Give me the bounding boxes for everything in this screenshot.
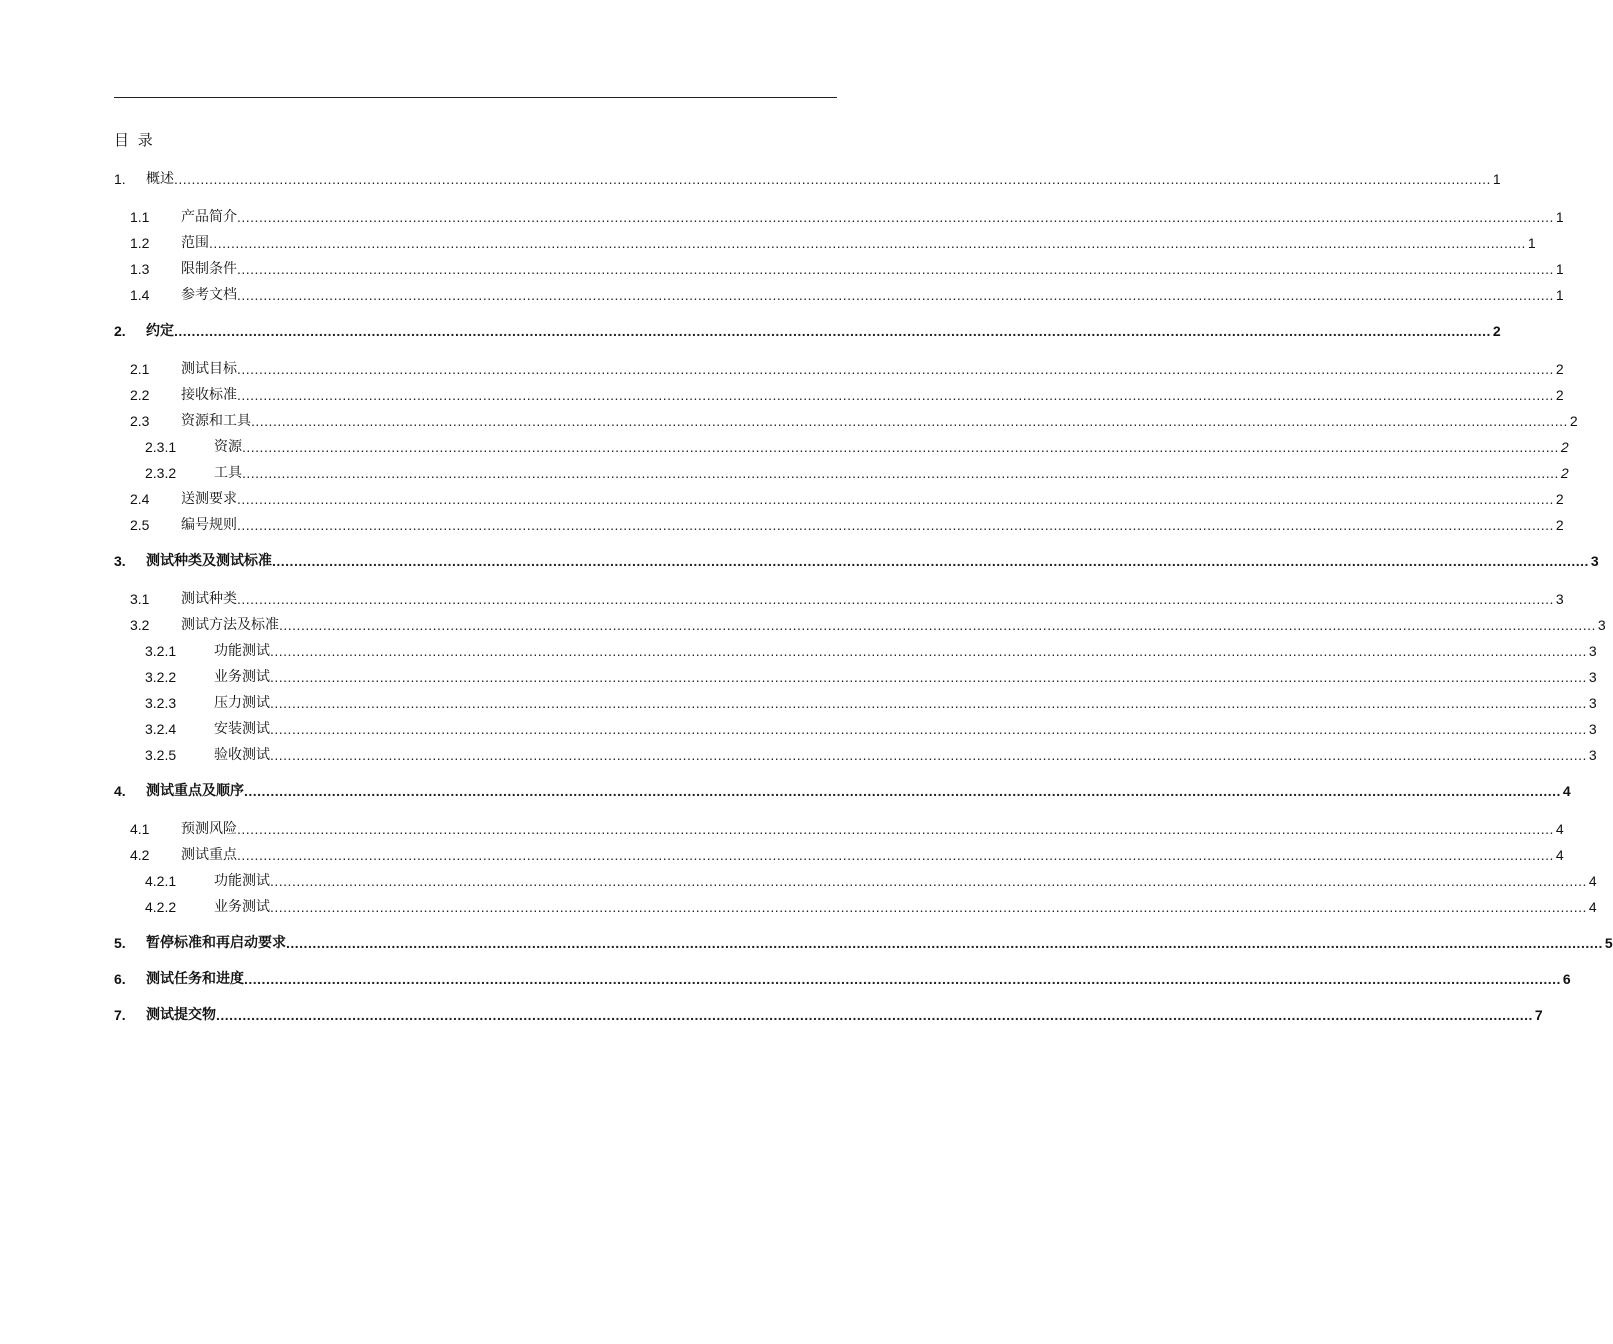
toc-entry-number: 1.1	[130, 209, 150, 225]
toc-entry-page: 3	[1590, 553, 1599, 569]
toc-entry-title: 限制条件	[181, 261, 237, 277]
toc-entry-title: 范围	[181, 235, 209, 251]
toc-entry-title: 参考文档	[181, 287, 237, 303]
toc-entry[interactable]	[114, 251, 1564, 277]
toc-entry[interactable]	[114, 775, 1571, 799]
toc-entry-page: 2	[1555, 361, 1564, 377]
dot-leader: ............................................................................................................................................................................................................................................................................................................	[174, 171, 1491, 187]
toc-entry[interactable]	[114, 481, 1564, 507]
toc-entry-title: 功能测试	[214, 643, 270, 659]
toc-entry[interactable]	[114, 927, 1613, 951]
dot-leader: ............................................................................................................................................................................................................................................................................................................	[251, 413, 1568, 429]
toc-entry-page: 6	[1562, 971, 1571, 987]
toc-entry-number: 6.	[114, 971, 126, 987]
toc-entry-number: 5.	[114, 935, 126, 951]
toc-entry-page: 2	[1555, 387, 1564, 403]
dot-leader: ............................................................................................................................................................................................................................................................................................................	[237, 261, 1554, 277]
toc-entry-number: 4.	[114, 783, 126, 799]
toc-entry[interactable]	[114, 225, 1536, 251]
toc-entry-page: 2	[1492, 323, 1501, 339]
toc-entry-title: 概述	[146, 171, 174, 187]
dot-leader: ............................................................................................................................................................................................................................................................................................................	[244, 783, 1561, 799]
toc-entry[interactable]	[114, 633, 1597, 659]
dot-leader: ............................................................................................................................................................................................................................................................................................................	[242, 465, 1559, 481]
toc-entry-number: 1.2	[130, 235, 150, 251]
toc-entry-title: 测试目标	[181, 361, 237, 377]
toc-entry[interactable]	[114, 545, 1599, 569]
toc-entry-number: 2.1	[130, 361, 150, 377]
toc-entry-title: 产品简介	[181, 209, 237, 225]
toc-entry-number: 2.2	[130, 387, 150, 403]
toc-entry-number: 4.2.1	[145, 873, 177, 889]
dot-leader: ............................................................................................................................................................................................................................................................................................................	[270, 873, 1587, 889]
toc-entry-number: 1.	[114, 171, 126, 187]
toc-entry-title: 安装测试	[214, 721, 270, 737]
toc-entry[interactable]	[114, 811, 1564, 837]
dot-leader: ............................................................................................................................................................................................................................................................................................................	[286, 935, 1603, 951]
toc-entry-title: 送测要求	[181, 491, 237, 507]
dot-leader: ............................................................................................................................................................................................................................................................................................................	[270, 899, 1587, 915]
toc-entry-number: 3.2.3	[145, 695, 177, 711]
toc-entry-page: 3	[1597, 617, 1606, 633]
toc-entry-title: 接收标准	[181, 387, 237, 403]
toc-entry-title: 压力测试	[214, 695, 270, 711]
toc-entry-page: 1	[1555, 287, 1564, 303]
toc-entry-title: 功能测试	[214, 873, 270, 889]
toc-entry-title: 测试方法及标准	[181, 617, 279, 633]
toc-entry[interactable]	[114, 963, 1571, 987]
toc-entry-number: 2.3.2	[145, 465, 177, 481]
toc-entry-number: 4.2	[130, 847, 150, 863]
toc-entry[interactable]	[114, 711, 1597, 737]
dot-leader: ............................................................................................................................................................................................................................................................................................................	[237, 361, 1554, 377]
toc-entry-title: 测试重点及顺序	[146, 783, 244, 799]
toc-entry-page: 4	[1555, 847, 1564, 863]
toc-entry-number: 4.2.2	[145, 899, 177, 915]
toc-entry-page: 4	[1562, 783, 1571, 799]
toc-entry-page: 2	[1569, 413, 1578, 429]
toc-entry[interactable]	[114, 429, 1569, 455]
toc-entry-number: 7.	[114, 1007, 126, 1023]
toc-entry[interactable]	[114, 863, 1597, 889]
toc-entry-page: 3	[1588, 695, 1597, 711]
toc-entry-page: 4	[1588, 873, 1597, 889]
dot-leader: ............................................................................................................................................................................................................................................................................................................	[279, 617, 1596, 633]
toc-entry[interactable]	[114, 581, 1564, 607]
toc-entry-page: 3	[1588, 669, 1597, 685]
toc-entry-title: 约定	[146, 323, 174, 339]
toc-entry-number: 2.3	[130, 413, 150, 429]
toc-entry-number: 1.4	[130, 287, 150, 303]
dot-leader: ............................................................................................................................................................................................................................................................................................................	[270, 747, 1587, 763]
toc-entry[interactable]	[114, 163, 1501, 187]
dot-leader: ............................................................................................................................................................................................................................................................................................................	[216, 1007, 1533, 1023]
dot-leader: ............................................................................................................................................................................................................................................................................................................	[237, 287, 1554, 303]
toc-entry-number: 3.	[114, 553, 126, 569]
toc-entry[interactable]	[114, 889, 1597, 915]
toc-entry[interactable]	[114, 455, 1569, 481]
toc-entry-title: 编号规则	[181, 517, 237, 533]
toc-entry-page: 2	[1560, 439, 1569, 455]
toc-entry-number: 3.1	[130, 591, 150, 607]
toc-entry-page: 3	[1588, 643, 1597, 659]
toc-entry-number: 2.4	[130, 491, 150, 507]
toc-entry-page: 1	[1492, 171, 1501, 187]
dot-leader: ............................................................................................................................................................................................................................................................................................................	[270, 695, 1587, 711]
dot-leader: ............................................................................................................................................................................................................................................................................................................	[242, 439, 1559, 455]
toc-entry-page: 4	[1555, 821, 1564, 837]
dot-leader: ............................................................................................................................................................................................................................................................................................................	[237, 591, 1554, 607]
toc-entry[interactable]	[114, 607, 1606, 633]
toc-entry-number: 3.2	[130, 617, 150, 633]
toc-entry[interactable]	[114, 377, 1564, 403]
table-of-contents	[114, 163, 1613, 1023]
toc-entry-number: 3.2.1	[145, 643, 177, 659]
dot-leader: ............................................................................................................................................................................................................................................................................................................	[270, 721, 1587, 737]
toc-entry-page: 3	[1588, 721, 1597, 737]
dot-leader: ............................................................................................................................................................................................................................................................................................................	[237, 387, 1554, 403]
toc-entry-title: 资源	[214, 439, 242, 455]
toc-entry-page: 2	[1555, 491, 1564, 507]
toc-entry-title: 测试种类	[181, 591, 237, 607]
toc-entry-title: 资源和工具	[181, 413, 251, 429]
toc-entry-title: 工具	[214, 465, 242, 481]
toc-entry-title: 测试任务和进度	[146, 971, 244, 987]
toc-entry[interactable]	[114, 737, 1597, 763]
toc-entry-page: 3	[1555, 591, 1564, 607]
dot-leader: ............................................................................................................................................................................................................................................................................................................	[244, 971, 1561, 987]
toc-entry-number: 2.3.1	[145, 439, 177, 455]
toc-entry[interactable]	[114, 315, 1501, 339]
toc-entry-title: 测试重点	[181, 847, 237, 863]
toc-entry-page: 7	[1534, 1007, 1543, 1023]
toc-entry-page: 3	[1588, 747, 1597, 763]
dot-leader: ............................................................................................................................................................................................................................................................................................................	[270, 643, 1587, 659]
toc-entry-number: 3.2.4	[145, 721, 177, 737]
header-rule	[114, 97, 837, 98]
toc-entry[interactable]	[114, 999, 1543, 1023]
toc-entry-page: 1	[1527, 235, 1536, 251]
dot-leader: ............................................................................................................................................................................................................................................................................................................	[237, 821, 1554, 837]
dot-leader: ............................................................................................................................................................................................................................................................................................................	[237, 847, 1554, 863]
dot-leader: ............................................................................................................................................................................................................................................................................................................	[237, 209, 1554, 225]
toc-entry-page: 5	[1604, 935, 1613, 951]
toc-entry-title: 测试提交物	[146, 1007, 216, 1023]
dot-leader: ............................................................................................................................................................................................................................................................................................................	[270, 669, 1587, 685]
dot-leader: ............................................................................................................................................................................................................................................................................................................	[237, 491, 1554, 507]
toc-entry[interactable]	[114, 659, 1597, 685]
toc-entry-title: 业务测试	[214, 899, 270, 915]
toc-entry-number: 2.	[114, 323, 126, 339]
toc-entry-number: 1.3	[130, 261, 150, 277]
dot-leader: ............................................................................................................................................................................................................................................................................................................	[272, 553, 1589, 569]
toc-entry-number: 3.2.2	[145, 669, 177, 685]
toc-entry-page: 1	[1555, 209, 1564, 225]
dot-leader: ............................................................................................................................................................................................................................................................................................................	[237, 517, 1554, 533]
toc-entry[interactable]	[114, 351, 1564, 377]
toc-entry-page: 2	[1560, 465, 1569, 481]
toc-entry[interactable]	[114, 403, 1578, 429]
toc-entry-title: 业务测试	[214, 669, 270, 685]
dot-leader: ............................................................................................................................................................................................................................................................................................................	[174, 323, 1491, 339]
toc-entry-title: 暂停标准和再启动要求	[146, 935, 286, 951]
toc-entry[interactable]	[114, 837, 1564, 863]
toc-entry-number: 3.2.5	[145, 747, 177, 763]
toc-title: 目 录	[114, 131, 155, 149]
toc-entry[interactable]	[114, 199, 1564, 225]
toc-entry-title: 验收测试	[214, 747, 270, 763]
toc-entry[interactable]	[114, 685, 1597, 711]
dot-leader: ............................................................................................................................................................................................................................................................................................................	[209, 235, 1526, 251]
toc-entry-title: 测试种类及测试标准	[146, 553, 272, 569]
toc-entry-page: 4	[1588, 899, 1597, 915]
toc-entry[interactable]	[114, 277, 1564, 303]
toc-entry-page: 2	[1555, 517, 1564, 533]
toc-entry-title: 预测风险	[181, 821, 237, 837]
toc-entry-number: 2.5	[130, 517, 150, 533]
toc-entry-number: 4.1	[130, 821, 150, 837]
toc-entry-page: 1	[1555, 261, 1564, 277]
toc-entry[interactable]	[114, 507, 1564, 533]
